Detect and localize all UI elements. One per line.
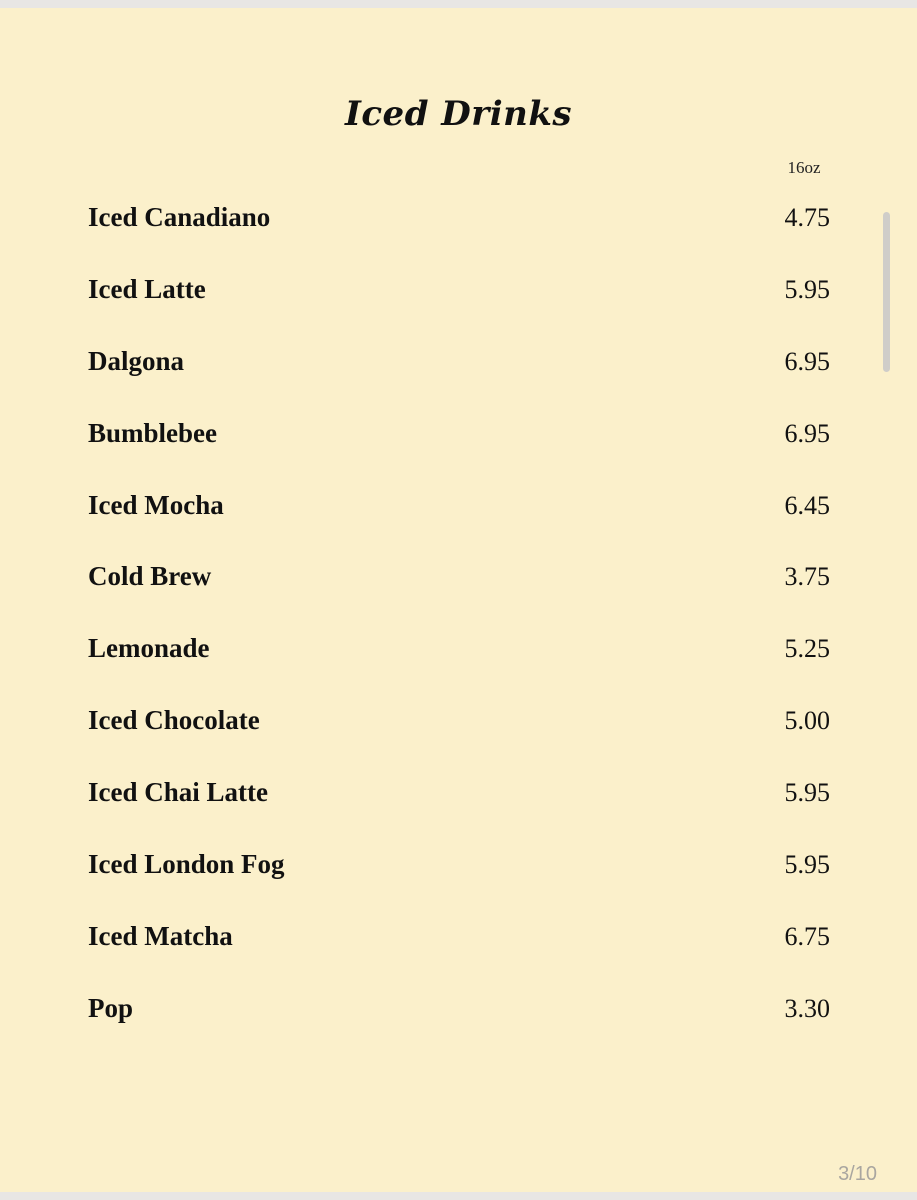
scrollbar-thumb[interactable] xyxy=(883,212,890,372)
menu-item xyxy=(88,418,830,458)
menu-item xyxy=(88,705,830,745)
menu-item-price: 5.95 xyxy=(784,850,830,879)
menu-item-name: Iced Latte xyxy=(88,274,206,304)
menu-item-price: 5.95 xyxy=(784,275,830,304)
menu-item-price: 6.95 xyxy=(784,347,830,376)
menu-item xyxy=(88,849,830,889)
menu-item-name: Iced Canadiano xyxy=(88,202,271,232)
menu-item xyxy=(88,921,830,961)
menu-item-name: Iced London Fog xyxy=(88,849,285,879)
menu-item xyxy=(88,274,830,314)
menu-item-price: 5.00 xyxy=(784,706,830,735)
menu-item-name: Lemonade xyxy=(88,633,210,663)
menu-item-name: Bumblebee xyxy=(88,418,218,448)
menu-item-price: 3.75 xyxy=(784,562,830,591)
menu-item xyxy=(88,993,830,1033)
menu-item-price: 6.45 xyxy=(784,491,830,520)
section-title: Iced Drinks xyxy=(344,94,573,134)
menu-item xyxy=(88,561,830,601)
menu-item-price: 4.75 xyxy=(784,203,830,232)
menu-item xyxy=(88,633,830,673)
menu-item xyxy=(88,346,830,386)
page-indicator: 3/10 xyxy=(838,1163,877,1185)
menu-item-name: Iced Chocolate xyxy=(88,705,260,735)
menu-item-name: Iced Chai Latte xyxy=(88,777,268,807)
menu-item-name: Pop xyxy=(88,993,134,1023)
menu-item-name: Cold Brew xyxy=(88,561,212,591)
menu-item-name: Dalgona xyxy=(88,346,185,376)
menu-item-name: Iced Mocha xyxy=(88,490,224,520)
menu-item-price: 3.30 xyxy=(784,994,830,1023)
menu-page xyxy=(0,8,917,1192)
menu-item-price: 5.25 xyxy=(784,634,830,663)
menu-item xyxy=(88,490,830,530)
menu-item xyxy=(88,202,830,242)
menu-item-price: 5.95 xyxy=(784,778,830,807)
menu-item-price: 6.95 xyxy=(784,419,830,448)
menu-item-price: 6.75 xyxy=(784,922,830,951)
menu-item-name: Iced Matcha xyxy=(88,921,233,951)
menu-item xyxy=(88,777,830,817)
size-column-header: 16oz xyxy=(787,158,821,177)
